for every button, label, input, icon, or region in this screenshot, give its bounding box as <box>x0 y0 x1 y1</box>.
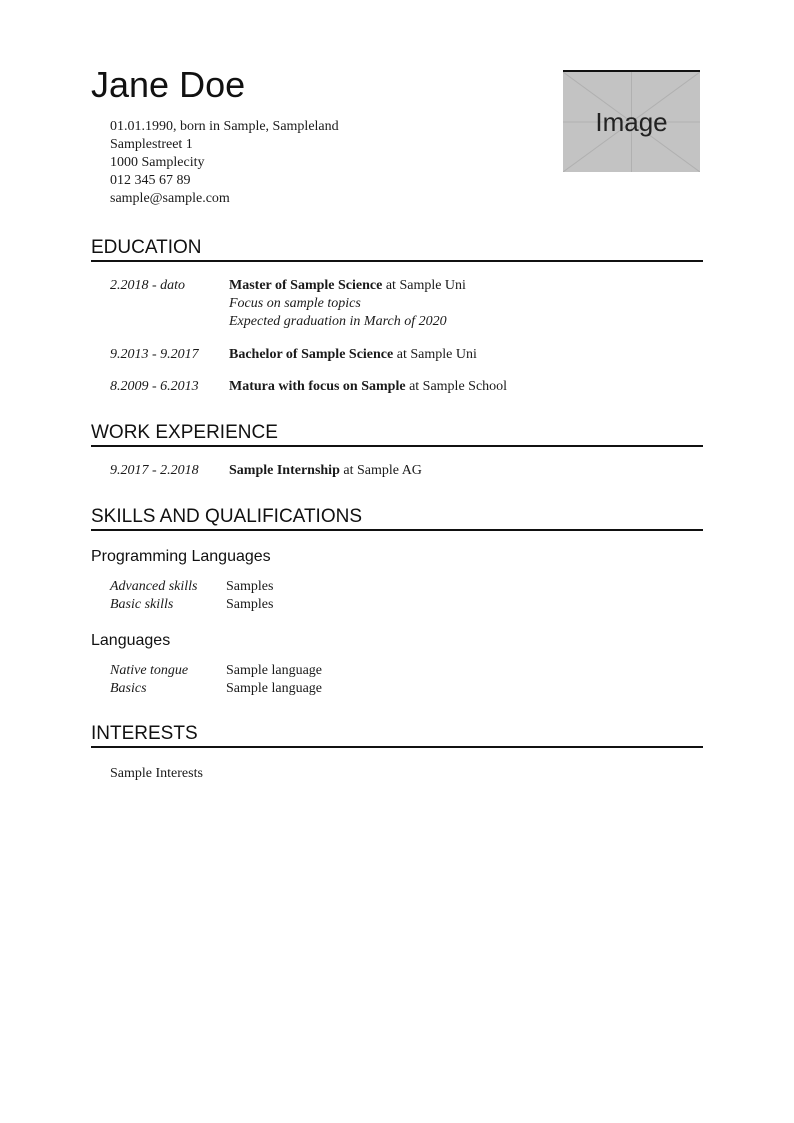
entry-at: at <box>339 463 357 478</box>
section-skills <box>91 506 703 698</box>
contact-phone: 012 345 67 89 <box>110 173 191 188</box>
entry-place: Sample Uni <box>410 347 477 362</box>
interests-text: Sample Interests <box>110 766 203 781</box>
entry-date: 2.2018 - dato <box>110 278 186 293</box>
entry-date: 8.2009 - 6.2013 <box>110 379 199 394</box>
entry-degree: Matura with focus on Sample <box>229 379 406 394</box>
education-entry <box>91 378 703 396</box>
photo-placeholder-label: Image <box>595 106 668 137</box>
skill-row <box>91 680 703 698</box>
entry-body <box>229 277 703 331</box>
entry-title-line <box>229 462 703 480</box>
skill-label: Native tongue <box>110 663 189 678</box>
skill-row <box>91 662 703 680</box>
section-title-interests: INTERESTS <box>91 723 198 744</box>
entry-title-line <box>229 346 703 364</box>
entry-degree: Master of Sample Science <box>229 278 383 293</box>
skill-label: Basics <box>110 681 147 696</box>
contact-birth: 01.01.1990, born in Sample, Sampleland <box>110 119 339 134</box>
skill-row <box>91 596 703 614</box>
entry-place: Sample School <box>422 379 508 394</box>
entry-title-line <box>229 277 703 295</box>
skill-label: Basic skills <box>110 597 174 612</box>
skills-group-rows <box>91 662 703 698</box>
entry-body <box>229 346 703 364</box>
entry-body <box>229 378 703 396</box>
entry-detail: Expected graduation in March of 2020 <box>229 314 447 329</box>
work-entry <box>91 462 703 480</box>
section-title-work-experience: WORK EXPERIENCE <box>91 422 278 443</box>
entry-detail: Focus on sample topics <box>229 296 361 311</box>
entry-degree: Sample Internship <box>229 463 340 478</box>
entry-body <box>229 462 703 480</box>
entry-place: Sample AG <box>356 463 422 478</box>
photo-placeholder <box>563 70 700 172</box>
contact-email: sample@sample.com <box>110 191 230 206</box>
contact-street: Samplestreet 1 <box>110 137 193 152</box>
section-rule <box>91 529 703 531</box>
contact-city: 1000 Samplecity <box>110 155 205 170</box>
skills-group-rows <box>91 578 703 614</box>
section-interests <box>91 723 703 783</box>
skills-group-heading-languages: Languages <box>91 632 171 649</box>
person-name: Jane Doe <box>91 64 246 105</box>
skill-value: Sample language <box>226 681 323 696</box>
entry-at: at <box>405 379 423 394</box>
section-title-skills: SKILLS AND QUALIFICATIONS <box>91 506 363 527</box>
entry-at: at <box>382 278 400 293</box>
entry-at: at <box>393 347 411 362</box>
section-rule <box>91 746 703 748</box>
section-work-experience <box>91 422 703 480</box>
skill-value: Samples <box>226 579 274 594</box>
skill-value: Samples <box>226 597 274 612</box>
entry-degree: Bachelor of Sample Science <box>229 347 394 362</box>
education-entry <box>91 346 703 364</box>
entry-title-line <box>229 378 703 396</box>
section-rule <box>91 445 703 447</box>
entry-date: 9.2017 - 2.2018 <box>110 463 199 478</box>
section-rule <box>91 260 703 262</box>
section-education <box>91 237 703 396</box>
skill-row <box>91 578 703 596</box>
skill-value: Sample language <box>226 663 323 678</box>
cv-content <box>91 0 703 783</box>
entry-place: Sample Uni <box>399 278 466 293</box>
education-entry <box>91 277 703 331</box>
skills-group-heading-programming: Programming Languages <box>91 548 271 565</box>
skill-label: Advanced skills <box>110 579 198 594</box>
section-title-education: EDUCATION <box>91 237 202 258</box>
entry-date: 9.2013 - 9.2017 <box>110 347 199 362</box>
